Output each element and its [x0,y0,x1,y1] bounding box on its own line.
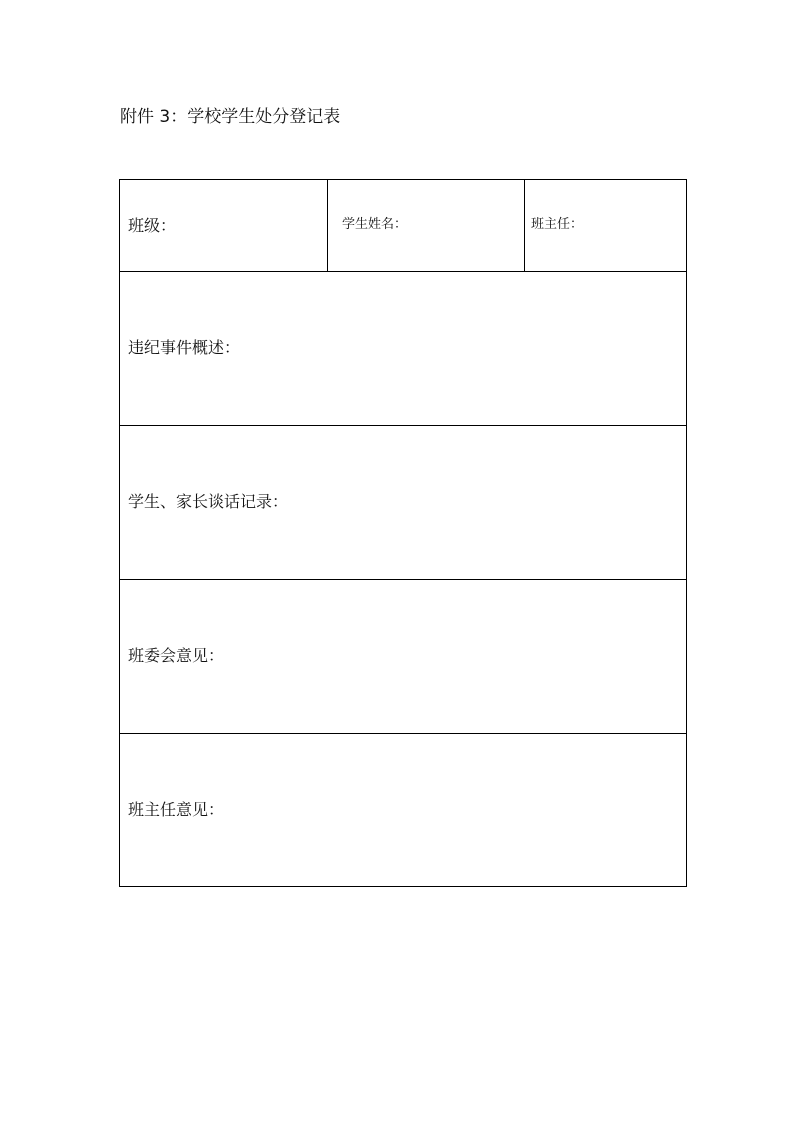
disciplinary-registration-form [119,179,687,887]
conversation-record-row[interactable] [120,426,686,580]
class-committee-opinion-label: 班委会意见： [128,646,225,665]
conversation-record-label: 学生、家长谈话记录： [128,492,289,511]
violation-summary-label: 违纪事件概述： [128,338,241,357]
class-committee-opinion-row[interactable] [120,580,686,734]
class-cell[interactable] [120,180,328,271]
student-name-label: 学生姓名： [342,217,408,232]
head-teacher-opinion-row[interactable] [120,734,686,886]
class-label: 班级： [128,216,177,235]
document-title: 附件 3：学校学生处分登记表 [120,107,341,127]
head-teacher-cell[interactable] [525,180,686,271]
head-teacher-opinion-label: 班主任意见： [128,800,225,819]
form-header-row [120,180,686,272]
violation-summary-row[interactable] [120,272,686,426]
student-name-cell[interactable] [328,180,525,271]
head-teacher-label: 班主任： [531,217,584,232]
